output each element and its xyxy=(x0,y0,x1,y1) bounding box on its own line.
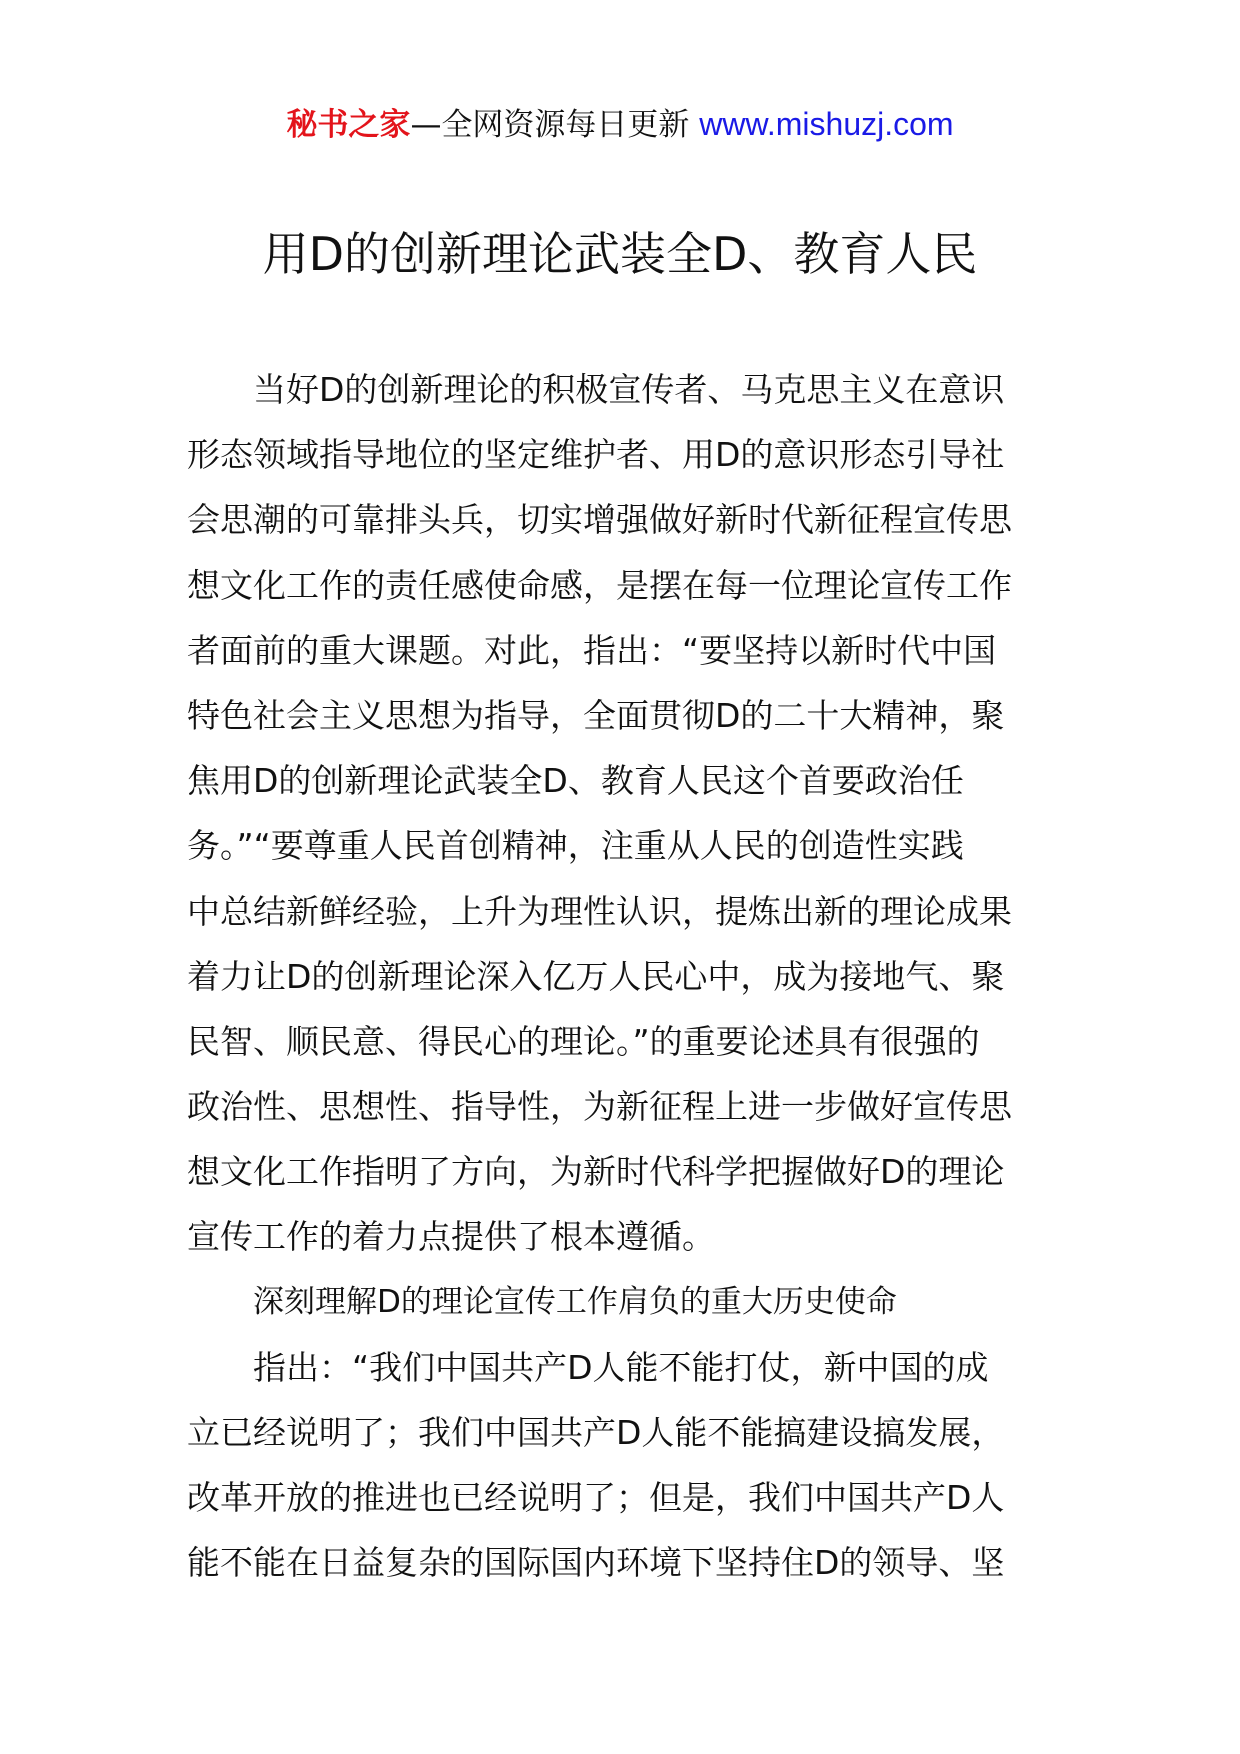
paragraph-line: 焦用D的创新理论武装全D、教育人民这个首要政治任 xyxy=(187,761,964,801)
paragraph-line: 中总结新鲜经验，上升为理性认识，提炼出新的理论成果 xyxy=(187,891,1012,931)
site-slogan: —全网资源每日更新 xyxy=(410,107,700,143)
paragraph-line: 能不能在日益复杂的国际国内环境下坚持住D的领导、坚 xyxy=(187,1543,1005,1583)
paragraph-line: 想文化工作指明了方向，为新时代科学把握做好D的理论 xyxy=(187,1152,1005,1192)
paragraph-line: 政治性、思想性、指导性，为新征程上进一步做好宣传思 xyxy=(187,1087,1012,1127)
paragraph-line: 当好D的创新理论的积极宣传者、马克思主义在意识 xyxy=(253,370,1005,409)
paragraph-line: 务。”“要尊重人民首创精神，注重从人民的创造性实践 xyxy=(187,826,964,866)
site-header xyxy=(0,98,1240,151)
paragraph-line: 会思潮的可靠排头兵，切实增强做好新时代新征程宣传思 xyxy=(187,500,1012,540)
paragraph-line: 着力让D的创新理论深入亿万人民心中，成为接地气、聚 xyxy=(187,956,1005,996)
paragraph-line: 者面前的重大课题。对此，指出：“要坚持以新时代中国 xyxy=(187,630,997,670)
paragraph-line: 特色社会主义思想为指导，全面贯彻D的二十大精神，聚 xyxy=(187,695,1005,735)
paragraph-line: 想文化工作的责任感使命感，是摆在每一位理论宣传工作 xyxy=(187,565,1012,605)
document-body xyxy=(187,357,1057,1596)
paragraph-line: 指出：“我们中国共产D人能不能打仗，新中国的成 xyxy=(253,1347,989,1387)
site-brand: 秘书之家 xyxy=(286,107,411,143)
paragraph-line: 改革开放的推进也已经说明了；但是，我们中国共产D人 xyxy=(187,1478,1005,1518)
site-url-link[interactable]: www.mishuzj.com xyxy=(699,106,954,142)
paragraph-line: 立已经说明了；我们中国共产D人能不能搞建设搞发展， xyxy=(187,1413,1005,1452)
document-title: 用D的创新理论武装全D、教育人民 xyxy=(262,227,978,281)
section-heading: 深刻理解D的理论宣传工作肩负的重大历史使命 xyxy=(253,1283,897,1320)
paragraph-line: 形态领域指导地位的坚定维护者、用D的意识形态引导社 xyxy=(187,435,1005,475)
paragraph-line: 宣传工作的着力点提供了根本遵循。 xyxy=(187,1217,715,1257)
paragraph-line: 民智、顺民意、得民心的理论。”的重要论述具有很强的 xyxy=(187,1021,980,1061)
